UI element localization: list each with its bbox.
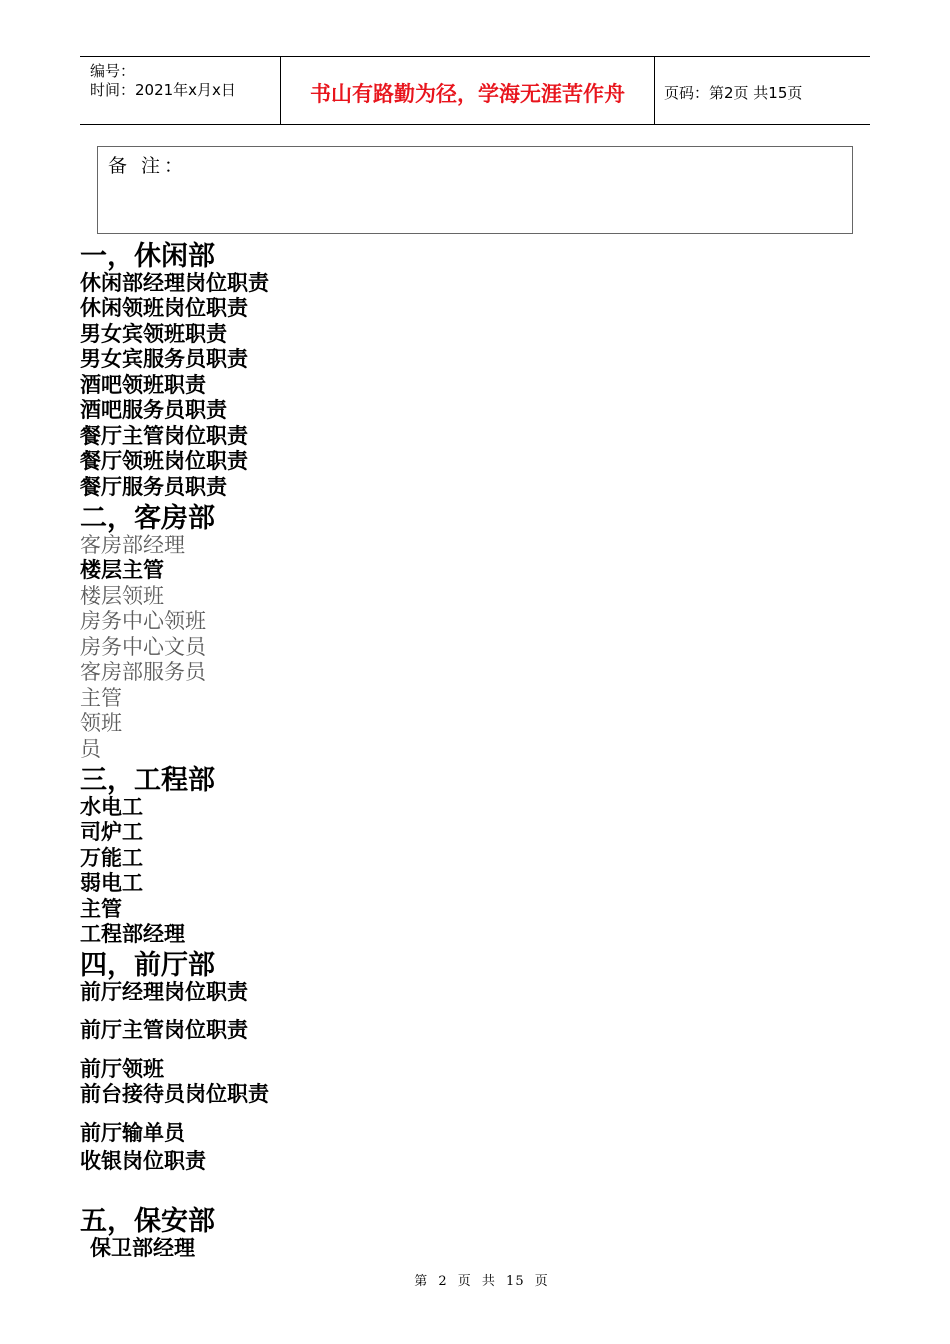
- section-title: 五，保安部: [80, 1206, 215, 1237]
- header-page-cell: [655, 57, 870, 124]
- list-item: 酒吧服务员职责: [80, 397, 227, 422]
- list-item: 前厅输单员: [80, 1120, 185, 1145]
- list-item: 餐厅服务员职责: [80, 474, 227, 499]
- list-item: 餐厅领班岗位职责: [80, 448, 248, 473]
- list-item: 主管: [80, 686, 122, 710]
- list-item: 收银岗位职责: [80, 1148, 206, 1173]
- list-item: 客房部服务员: [80, 660, 206, 684]
- section-title: 二，客房部: [80, 503, 215, 534]
- document-time-label: 时间：2021年x月x日: [90, 81, 236, 99]
- list-item: 休闲领班岗位职责: [80, 295, 248, 320]
- list-item: 万能工: [80, 845, 143, 870]
- remark-label: 备 注：: [108, 155, 188, 177]
- list-item: 前厅主管岗位职责: [80, 1017, 248, 1042]
- remark-box: [97, 146, 853, 234]
- list-item: 工程部经理: [80, 921, 185, 946]
- list-item: 餐厅主管岗位职责: [80, 423, 248, 448]
- list-item: 楼层主管: [80, 557, 164, 582]
- list-item: 楼层领班: [80, 584, 164, 608]
- header-page-info: 页码：第2页 共15页: [664, 84, 803, 102]
- list-item: 男女宾服务员职责: [80, 346, 248, 371]
- list-item: 酒吧领班职责: [80, 372, 206, 397]
- page-footer: 第 2 页 共 15 页: [414, 1274, 549, 1289]
- header-motto: 书山有路勤为径，学海无涯苦作舟: [310, 82, 625, 106]
- list-item: 前台接待员岗位职责: [80, 1081, 269, 1106]
- header-info-cell: [80, 57, 281, 124]
- list-item: 水电工: [80, 794, 143, 819]
- list-item: 保卫部经理: [90, 1235, 195, 1260]
- list-item: 司炉工: [80, 819, 143, 844]
- list-item: 休闲部经理岗位职责: [80, 270, 269, 295]
- list-item: 客房部经理: [80, 533, 185, 557]
- list-item: 男女宾领班职责: [80, 321, 227, 346]
- header-table: [80, 56, 870, 125]
- list-item: 弱电工: [80, 870, 143, 895]
- document-number-label: 编号：: [90, 62, 136, 80]
- list-item: 主管: [80, 896, 122, 921]
- list-item: 房务中心文员: [80, 635, 206, 659]
- list-item: 领班: [80, 711, 122, 735]
- list-item: 员: [80, 737, 101, 761]
- list-item: 房务中心领班: [80, 609, 206, 633]
- section-title: 三，工程部: [80, 765, 215, 796]
- header-motto-cell: [281, 57, 655, 124]
- list-item: 前厅经理岗位职责: [80, 979, 248, 1004]
- section-title: 四，前厅部: [80, 950, 215, 981]
- list-item: 前厅领班: [80, 1056, 164, 1081]
- section-title: 一，休闲部: [80, 241, 215, 272]
